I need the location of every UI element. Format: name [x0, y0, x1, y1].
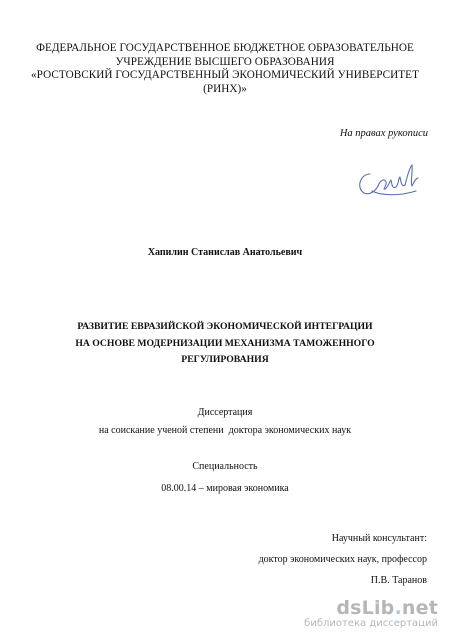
- title-line-1: РАЗВИТИЕ ЕВРАЗИЙСКОЙ ЭКОНОМИЧЕСКОЙ ИНТЕГРАЦИИ: [77, 321, 373, 332]
- dslib-watermark: [304, 598, 438, 629]
- dissertation-title: [60, 319, 390, 369]
- advisor-block: [259, 532, 427, 595]
- specialty-label: Специальность: [192, 461, 258, 472]
- institution-line-3: «РОСТОВСКИЙ ГОСУДАРСТВЕННЫЙ ЭКОНОМИЧЕСКИЙ УНИВЕРСИТЕТ: [31, 69, 419, 82]
- author-name: Хапилин Станислав Анатольевич: [147, 247, 303, 258]
- watermark-logo-tld: net: [401, 597, 438, 619]
- manuscript-rights-note: На правах рукописи: [339, 128, 428, 139]
- watermark-logo-main: dsLib: [336, 597, 395, 619]
- title-line-2: НА ОСНОВЕ МОДЕРНИЗАЦИИ МЕХАНИЗМА ТАМОЖЕННОГО: [75, 337, 375, 349]
- watermark-subtitle: библиотека диссертаций: [304, 618, 438, 629]
- title-line-3: РЕГУЛИРОВАНИЯ: [181, 354, 269, 365]
- institution-line-2: УЧРЕЖДЕНИЕ ВЫСШЕГО ОБРАЗОВАНИЯ: [115, 55, 335, 68]
- watermark-logo: [304, 598, 438, 618]
- advisor-label: Научный консультант:: [331, 533, 427, 544]
- institution-line-1: ФЕДЕРАЛЬНОЕ ГОСУДАРСТВЕННОЕ БЮДЖЕТНОЕ ОБРАЗОВАТЕЛЬНОЕ: [36, 42, 414, 54]
- advisor-name: П.В. Таранов: [370, 575, 427, 586]
- advisor-degree: доктор экономических наук, профессор: [258, 554, 427, 565]
- specialty-value: 08.00.14 – мировая экономика: [161, 483, 289, 494]
- dissertation-block: [0, 406, 450, 438]
- watermark-logo-dot: .: [394, 597, 402, 619]
- specialty-block: [0, 460, 450, 496]
- dissertation-purpose: на соискание ученой степени доктора экономических наук: [98, 425, 352, 436]
- institution-header: [30, 42, 420, 96]
- dissertation-label: Диссертация: [197, 407, 253, 418]
- institution-line-4: (РИНХ)»: [203, 82, 247, 95]
- handwritten-signature: [352, 160, 422, 204]
